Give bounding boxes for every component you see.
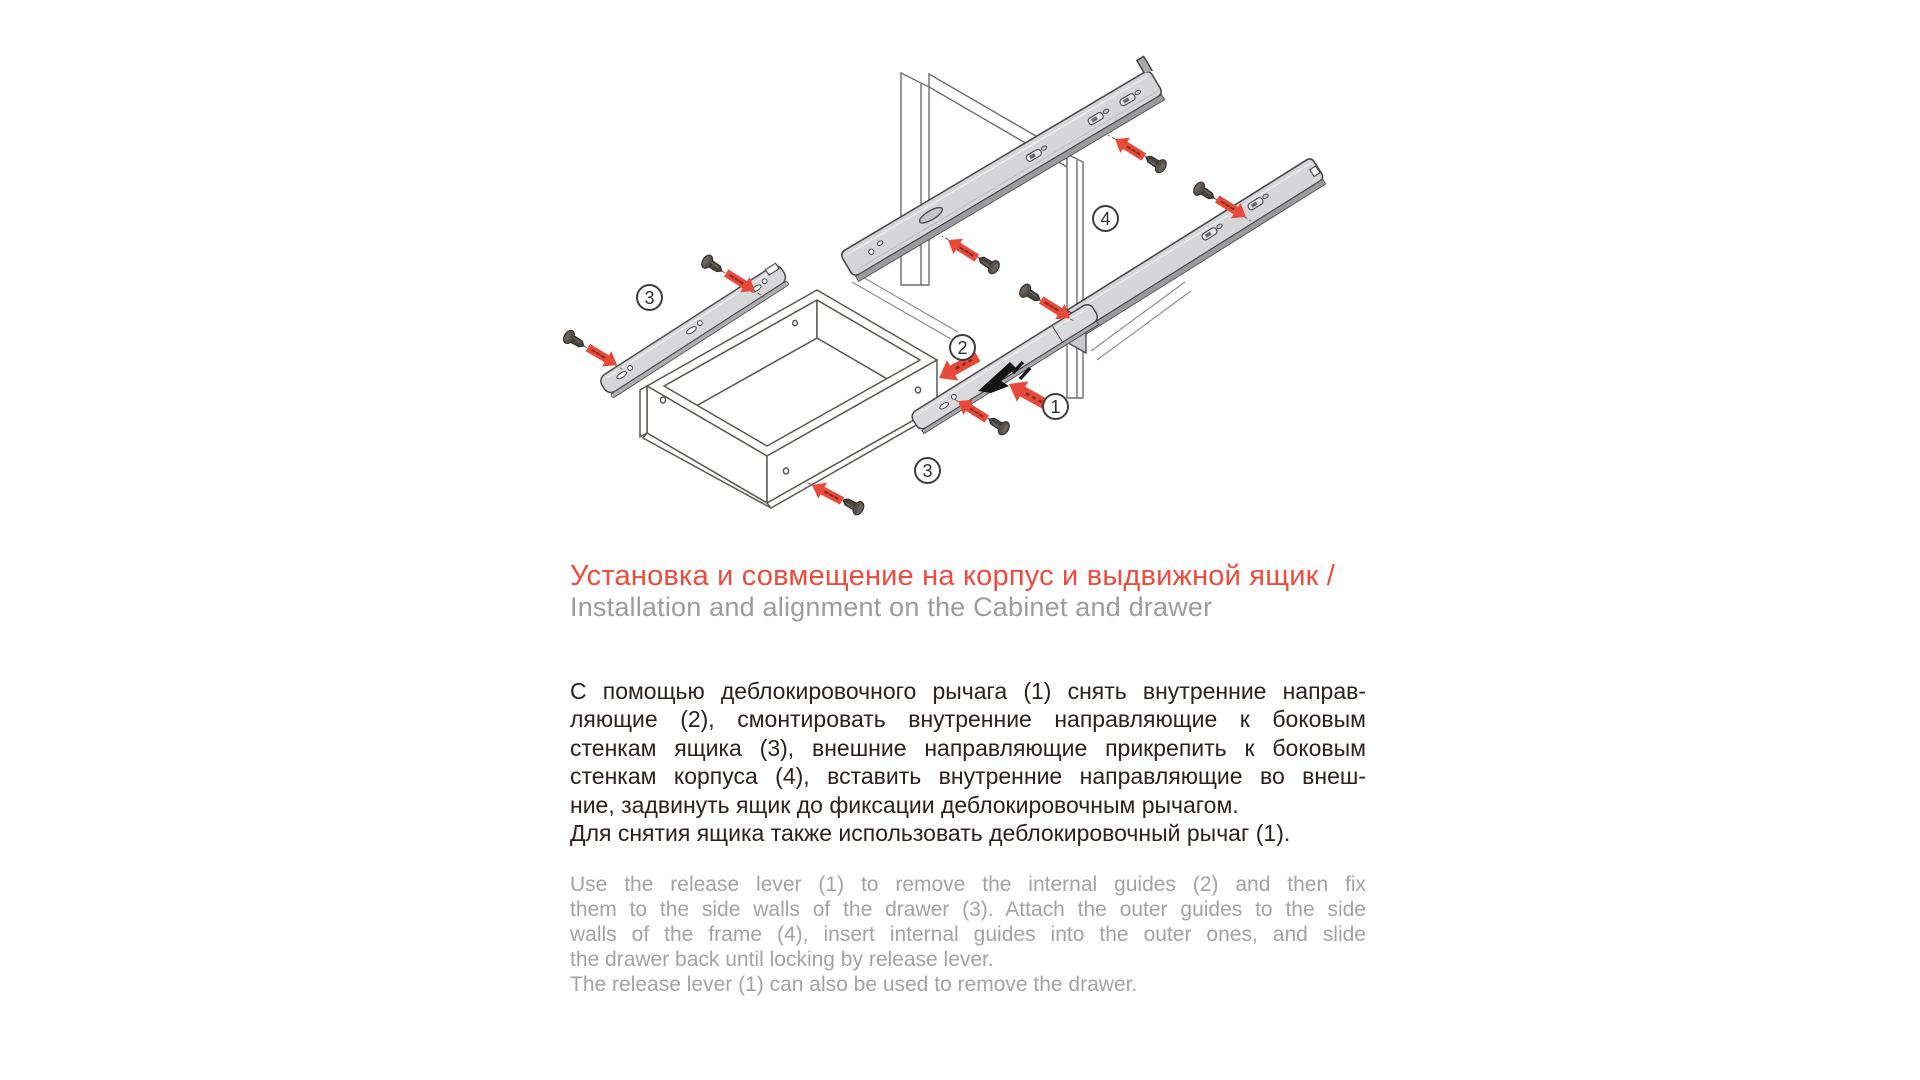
callout-label: 1 (1050, 396, 1061, 417)
instructions-ru-line: Для снятия ящика также использовать деблокировочный рычаг (1). (570, 820, 1291, 847)
instructions-en-line: Use the release lever (1) to remove the internal guides (2) and then fix (570, 873, 1366, 896)
rail-cabinet-right (1060, 157, 1327, 340)
callout-label: 2 (957, 337, 968, 358)
rail-cabinet-left (832, 56, 1168, 282)
cabinet-right-post (1067, 154, 1083, 398)
instructions-en-line: the drawer back until locking by release lever. (570, 948, 994, 971)
callout-3-left-rail (636, 284, 663, 311)
instructions-en-line: walls of the frame (4), insert internal guides into the outer ones, and slide (570, 923, 1366, 946)
section-title-ru: Установка и совмещение на корпус и выдвижной ящик / (570, 560, 1336, 592)
instructions-en-line: them to the side walls of the drawer (3). Attach the outer guides to the side (570, 898, 1366, 921)
screw-unit-upper-rail-upper (1108, 131, 1169, 175)
screw-unit-upper-rail-lower (942, 232, 1002, 276)
callout-2-inner-guide (949, 334, 976, 361)
section-title-en: Installation and alignment on the Cabinet and drawer (570, 592, 1213, 622)
instructions-ru-line: ние, задвинуть ящик до фиксации деблокировочным рычагом. (570, 791, 1239, 818)
drawer-front-edge (640, 386, 647, 437)
callout-4-cabinet (1092, 205, 1119, 232)
instructions-ru-line: С помощью деблокировочного рычага (1) снять внутренние направ- (570, 678, 1366, 704)
callout-label: 4 (1100, 208, 1111, 229)
instructions-en (570, 872, 1366, 997)
callout-label: 3 (922, 460, 933, 481)
callout-3-drawer-side (914, 457, 941, 484)
callout-label: 3 (644, 287, 655, 308)
callout-1-release-lever (1042, 393, 1069, 420)
screw-unit-left-rail-left (561, 328, 622, 372)
instructions-ru-line: ляющие (2), смонтировать внутренние направляющие к боковым (570, 706, 1366, 733)
instructions-ru-line: стенкам ящика (3), внешние направляющие прикрепить к боковым (570, 734, 1366, 761)
instructions-en-line: The release lever (1) can also be used to remove the drawer. (570, 973, 1138, 996)
instructions-ru-line: стенкам корпуса (4), вставить внутренние направляющие во внеш- (570, 763, 1366, 790)
instructions-ru (570, 677, 1366, 847)
